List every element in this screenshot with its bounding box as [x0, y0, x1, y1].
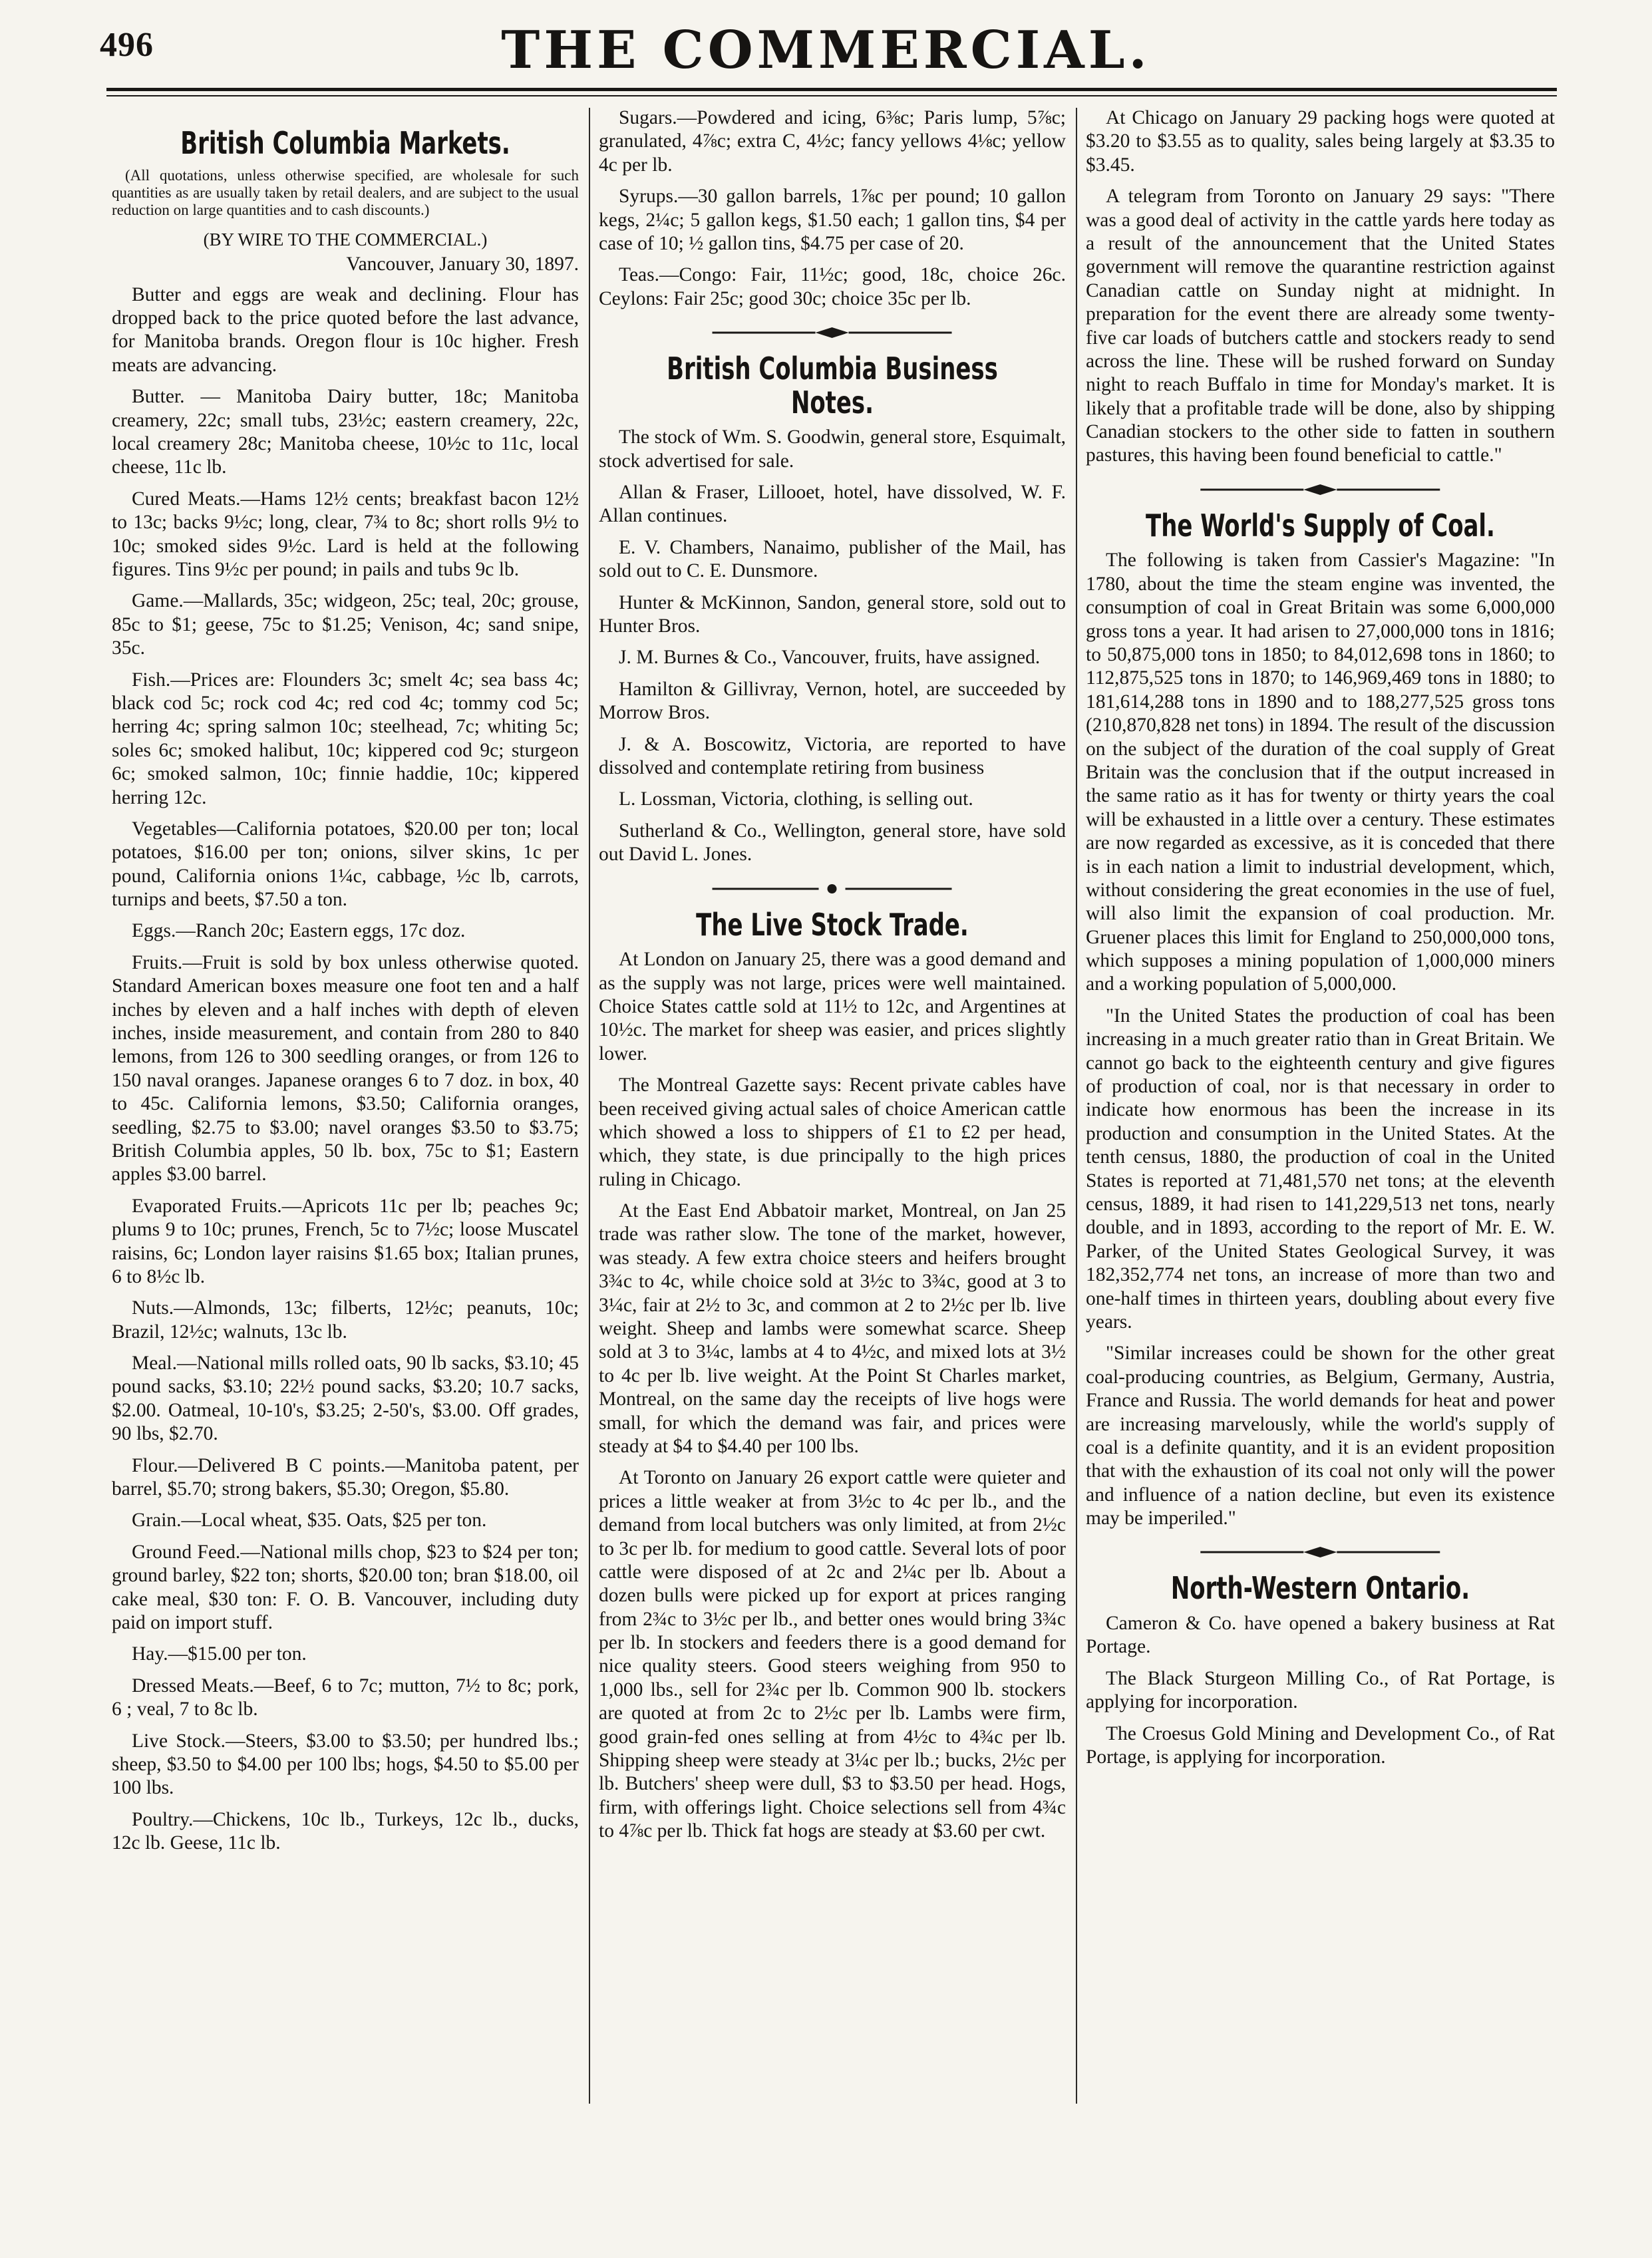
- article-paragraph: L. Lossman, Victoria, clothing, is selling out.: [619, 788, 973, 810]
- article-paragraph: Evaporated Fruits.—Apricots 11c per lb; peaches 9c; plums 9 to 10c; prunes, French, 5c to 7½c; loose Muscatel raisins, 6c; London layer raisins $1.65 box; Italian prunes, 6 to 8½c lb.: [112, 1195, 579, 1287]
- ornament-divider: [1198, 481, 1442, 498]
- article-paragraph: "Similar increases could be shown for the other great coal-producing countries, as Belgium, Germany, Austria, France and Russia. The world demands for heat and power are increasing marvelously, while the world's supply of coal is a definite quantity, and it is an evident proposition that with the exhaustion of its coal not only will the power and influence of a nation decline, but even its existence may be imperiled.": [1086, 1343, 1555, 1530]
- article-paragraph: Syrups.—30 gallon barrels, 1⅞c per pound; 10 gallon kegs, 2¼c; 5 gallon kegs, $1.50 each; 1 gallon tins, $4 per case of 10; ½ gallon tins, $4.75 per case of 20.: [599, 186, 1066, 254]
- col2-intro-paragraphs: [599, 106, 1066, 311]
- article-paragraph: Live Stock.—Steers, $3.00 to $3.50; per hundred lbs.; sheep, $3.50 to $4.00 per 100 lbs; hogs, $4.50 to $5.00 per 100 lbs.: [112, 1730, 579, 1799]
- article-paragraph: Eggs.—Ranch 20c; Eastern eggs, 17c doz.: [132, 920, 466, 942]
- article-paragraph: Cured Meats.—Hams 12½ cents; breakfast bacon 12½ to 13c; backs 9½c; long, clear, 7¾ to 8c; short rolls 9½ to 10c; smoked sides 9½c. Lard is held at the following figures. Tins 9½c per pound; in pails and tubs 9c lb.: [112, 488, 579, 580]
- article-paragraph: Butter. — Manitoba Dairy butter, 18c; Manitoba creamery, 22c; small tubs, 23½c; eastern creamery, 22c, local creamery 28c; Manitoba cheese, 10½c to 11c, local cheese, 11c lb.: [112, 386, 579, 478]
- section-title-north-western-ontario: North-Western Ontario.: [1170, 1570, 1470, 1607]
- article-paragraph: The following is taken from Cassier's Magazine: "In 1780, about the time the steam engine was invented, the consumption of coal in Great Britain was some 6,000,000 gross tons a year. It had arisen to 27,000,000 tons in 1816; to 50,875,000 tons in 1850; to 84,012,698 tons in 1860; to 112,875,525 tons in 1870; to 146,969,469 tons in 1880; to 181,614,288 tons in 1890 and to 188,277,525 gross tons (210,870,828 net tons) in 1894. The result of the discussion on the subject of the duration of the coal supply of Great Britain was the conclusion that if the output increased in the same ratio as it has for twenty or thirty years the coal will be exhausted in a little over a century. These estimates are now regarded as excessive, as it is conceded that there is in each nation a limit to industrial development, which, without considering the great economies in the use of fuel, will also limit the expansion of coal production. Mr. Gruener places this limit for England to 250,000,000 tons, which supposes a mining population of 1,000,000 miners and a working population of 5,000,000.: [1086, 550, 1555, 995]
- ornament-divider: [1198, 1543, 1442, 1561]
- article-paragraph: Dressed Meats.—Beef, 6 to 7c; mutton, 7½ to 8c; pork, 6 ; veal, 7 to 8c lb.: [112, 1675, 579, 1720]
- article-paragraph: Vegetables—California potatoes, $20.00 per ton; local potatoes, $16.00 per ton; onions, silver skins, 1c per pound, California onions 1¼c, cabbage, ½c lb, carrots, turnips and beets, $7.50 a ton.: [112, 818, 579, 911]
- column-3: [1086, 106, 1555, 2222]
- coal-paragraphs: [1086, 549, 1555, 1530]
- article-paragraph: Nuts.—Almonds, 13c; filberts, 12½c; peanuts, 10c; Brazil, 12½c; walnuts, 13c lb.: [112, 1297, 579, 1343]
- quotation-note: (All quotations, unless otherwise specified, are wholesale for such quantities as are usually taken by retail dealers, and are subject to the usual reduction on large quantities and to cash discounts.): [112, 166, 579, 219]
- article-paragraph: Ground Feed.—National mills chop, $23 to $24 per ton; ground barley, $22 ton; shorts, $20.00 ton; bran $18.00, oil cake meal, $30 ton: F. O. B. Vancouver, including duty paid on import stuff.: [112, 1541, 579, 1633]
- article-paragraph: The Black Sturgeon Milling Co., of Rat Portage, is applying for incorporation.: [1086, 1667, 1555, 1713]
- article-paragraph: Game.—Mallards, 35c; widgeon, 25c; teal, 20c; grouse, 85c to $1; geese, 75c to $1.25; Venison, 4c; sand snipe, 35c.: [112, 590, 579, 659]
- section-title-worlds-supply-of-coal: The World's Supply of Coal.: [1146, 507, 1495, 544]
- article-paragraph: Fish.—Prices are: Flounders 3c; smelt 4c; sea bass 4c; black cod 5c; rock cod 4c; red cod 4c; tommy cod 5c; herring 4c; spring salmon 10c; steelhead, 7c; whiting 5c; soles 6c; smoked halibut, 10c; kippered cod 9c; sturgeon 6c; smoked salmon, 10c; finnie haddie, 10c; kippered herring 12c.: [112, 669, 579, 808]
- ornament-divider: [711, 324, 953, 341]
- article-paragraph: The stock of Wm. S. Goodwin, general store, Esquimalt, stock advertised for sale.: [599, 426, 1066, 472]
- column-1: [112, 106, 579, 2222]
- article-paragraph: At the East End Abbatoir market, Montreal, on Jan 25 trade was rather slow. The tone of the market, however, was steady. A few extra choice steers and heifers brought 3¾c to 4c, while choice sold at 3½c to 3¾c, good at 3 to 3¼c, fair at 2½ to 3c, and common at 2 to 2½c per lb. live weight. Sheep and lambs were somewhat scarce. Sheep sold at 3 to 3¼c, lambs at 4 to 4½c, and mixed lots at 3½ to 4c per lb. live weight. At the Point St Charles market, Montreal, on the same day the receipts of live hogs were small, for which the demand was fair, and prices were steady at $4 to $4.40 per 100 lbs.: [599, 1200, 1066, 1457]
- article-paragraph: Cameron & Co. have opened a bakery business at Rat Portage.: [1086, 1613, 1555, 1658]
- business-notes-paragraphs: [599, 426, 1066, 866]
- article-paragraph: Flour.—Delivered B C points.—Manitoba patent, per barrel, $5.70; strong bakers, $5.30; Oregon, $5.80.: [112, 1454, 579, 1500]
- article-paragraph: Sugars.—Powdered and icing, 6⅜c; Paris lump, 5⅞c; granulated, 4⅞c; extra C, 4½c; fancy yellows 4⅛c; yellow 4c per lb.: [599, 107, 1066, 176]
- article-paragraph: J. & A. Boscowitz, Victoria, are reported to have dissolved and contemplate retiring from business: [599, 733, 1066, 778]
- section-title-bc-business-notes: British Columbia Business Notes.: [667, 351, 998, 420]
- page-number: 496: [100, 26, 154, 64]
- article-paragraph: Hunter & McKinnon, Sandon, general store, sold out to Hunter Bros.: [599, 591, 1066, 637]
- live-stock-paragraphs: [599, 948, 1066, 1843]
- article-paragraph: J. M. Burnes & Co., Vancouver, fruits, have assigned.: [619, 647, 1041, 669]
- article-paragraph: Sutherland & Co., Wellington, general store, have sold out David L. Jones.: [599, 820, 1066, 866]
- article-paragraph: A telegram from Toronto on January 29 says: "There was a good deal of activity in the cattle yards here today as a result of the announcement that the United States government will remove the quarantine restriction against Canadian cattle on Sunday night at midnight. In preparation for the event there are already some twenty-five car loads of butchers cattle and stockers ready to send across the line. These will be rushed forward on Sunday night to reach Buffalo in time for Monday's market. It is likely that a profitable trade will be done, also by shipping Canadian stockers to the other side to fatten in southern pastures, this having been found beneficial to cattle.": [1086, 186, 1555, 466]
- dateline: Vancouver, January 30, 1897.: [346, 253, 579, 275]
- article-paragraph: "In the United States the production of coal has been increasing in a much greater ratio than in Great Britain. We cannot go back to the eighteenth century and give figures of production of coal, nor is that necessary in order to indicate how enormous has been the increase in its production and consumption in the United States. At the tenth census, 1880, the production of coal in the United States is reported at 71,481,570 net tons; at the eleventh census, 1889, it had risen to 141,229,513 net tons, nearly double, and in 1893, according to the report of Mr. E. W. Parker, of the United States Geological Survey, it was 182,352,774 net tons, an increase of more than two and one-half times in thirteen years, doubling about every five years.: [1086, 1005, 1555, 1333]
- article-paragraph: E. V. Chambers, Nanaimo, publisher of the Mail, has sold out to C. E. Dunsmore.: [599, 536, 1066, 582]
- article-paragraph: Allan & Fraser, Lillooet, hotel, have dissolved, W. F. Allan continues.: [599, 482, 1066, 527]
- article-paragraph: Meal.—National mills rolled oats, 90 lb sacks, $3.10; 45 pound sacks, $3.10; 22½ pound sacks, $3.20; 10.7 sacks, $2.00. Oatmeal, 10-10's, $3.25; 2-50's, $3.00. Off grades, 90 lbs, $2.70.: [112, 1353, 579, 1445]
- col3-intro-paragraphs: [1086, 106, 1555, 468]
- article-paragraph: Hay.—$15.00 per ton.: [132, 1643, 307, 1665]
- masthead: THE COMMERCIAL.: [501, 20, 1151, 81]
- article-paragraph: Fruits.—Fruit is sold by box unless otherwise quoted. Standard American boxes measure one foot ten and a half inches by eleven and a half inches with depth of eleven inches, inside measurement, and contain from 280 to 840 lemons, from 126 to 300 seedling oranges, or from 126 to 150 naval oranges. Japanese oranges 6 to 7 doz. in box, 40 to 45c. California lemons, $3.50; California oranges, seedling, $2.75 to $3.00; navel oranges $3.50 to $3.75; British Columbia apples, 50 lb. box, 75c to $1; Eastern apples $3.00 barrel.: [112, 951, 579, 1186]
- article-paragraph: Poultry.—Chickens, 10c lb., Turkeys, 12c lb., ducks, 12c lb. Geese, 11c lb.: [112, 1808, 579, 1854]
- column-divider-2: [1076, 108, 1077, 2104]
- article-paragraph: Hamilton & Gillivray, Vernon, hotel, are succeeded by Morrow Bros.: [599, 678, 1066, 724]
- article-paragraph: Teas.—Congo: Fair, 11½c; good, 18c, choice 26c. Ceylons: Fair 25c; good 30c; choice 35c per lb.: [599, 264, 1066, 309]
- article-paragraph: At London on January 25, there was a good demand and as the supply was not large, prices were well maintained. Choice States cattle sold at 11½ to 12c, and Argentines at 10½c. The market for sheep was easier, and prices slightly lower.: [599, 949, 1066, 1064]
- column-divider-1: [589, 108, 590, 2104]
- section-title-live-stock-trade: The Live Stock Trade.: [696, 906, 969, 943]
- article-paragraph: At Toronto on January 26 export cattle were quieter and prices a little weaker at from 3½c to 4c per lb., and the demand from local butchers was only limited, at from 2½c to 3c per lb. for medium to good cattle. Several lots of poor cattle were disposed of at 2c and 2¼c per lb. About a dozen bulls were picked up for export at prices ranging from 2¾c to 3½c per lb., and better ones would bring 3¾c per lb. In stockers and feeders there is a good demand for nice quality steers. Good steers weighing from 950 to 1,000 lbs., sell for 2¾c per lb. Common 900 lb. stockers are quoted at from 2c to 2½c per lb. Lambs were firm, good grain-fed ones selling at from 4½c to 4¾c per lb. Shipping sheep were steady at 3¼c per lb.; bucks, 2½c per lb. Butchers' sheep were dull, $3 to $3.50 per head. Hogs, firm, with offerings light. Choice selections sell from 4¾c to 4⅞c per lb. Thick fat hogs are steady at $3.60 per cwt.: [599, 1467, 1066, 1842]
- ontario-paragraphs: [1086, 1612, 1555, 1769]
- article-paragraph: Butter and eggs are weak and declining. Flour has dropped back to the price quoted before the last advance, for Manitoba brands. Oregon flour is 10c higher. Fresh meats are advancing.: [112, 283, 579, 376]
- article-paragraph: At Chicago on January 29 packing hogs were quoted at $3.20 to $3.55 as to quality, sales being largely at $3.35 to $3.45.: [1086, 107, 1555, 176]
- article-paragraph: Grain.—Local wheat, $35. Oats, $25 per ton.: [132, 1510, 487, 1532]
- byline: (BY WIRE TO THE COMMERCIAL.): [203, 229, 488, 249]
- masthead-rule-thin: [106, 95, 1557, 96]
- article-paragraph: The Montreal Gazette says: Recent private cables have been received giving actual sales of choice American cattle which showed a loss to shippers of £1 to £2 per head, which, they state, is due principally to the high prices ruling in Chicago.: [599, 1074, 1066, 1190]
- column-2: [599, 106, 1066, 2222]
- article-paragraph: The Croesus Gold Mining and Development Co., of Rat Portage, is applying for incorporation.: [1086, 1722, 1555, 1768]
- section-title-bc-markets: British Columbia Markets.: [180, 125, 510, 161]
- ornament-divider: [711, 880, 953, 897]
- masthead-rule-thick: [106, 88, 1557, 91]
- col1-paragraphs: [112, 283, 579, 1855]
